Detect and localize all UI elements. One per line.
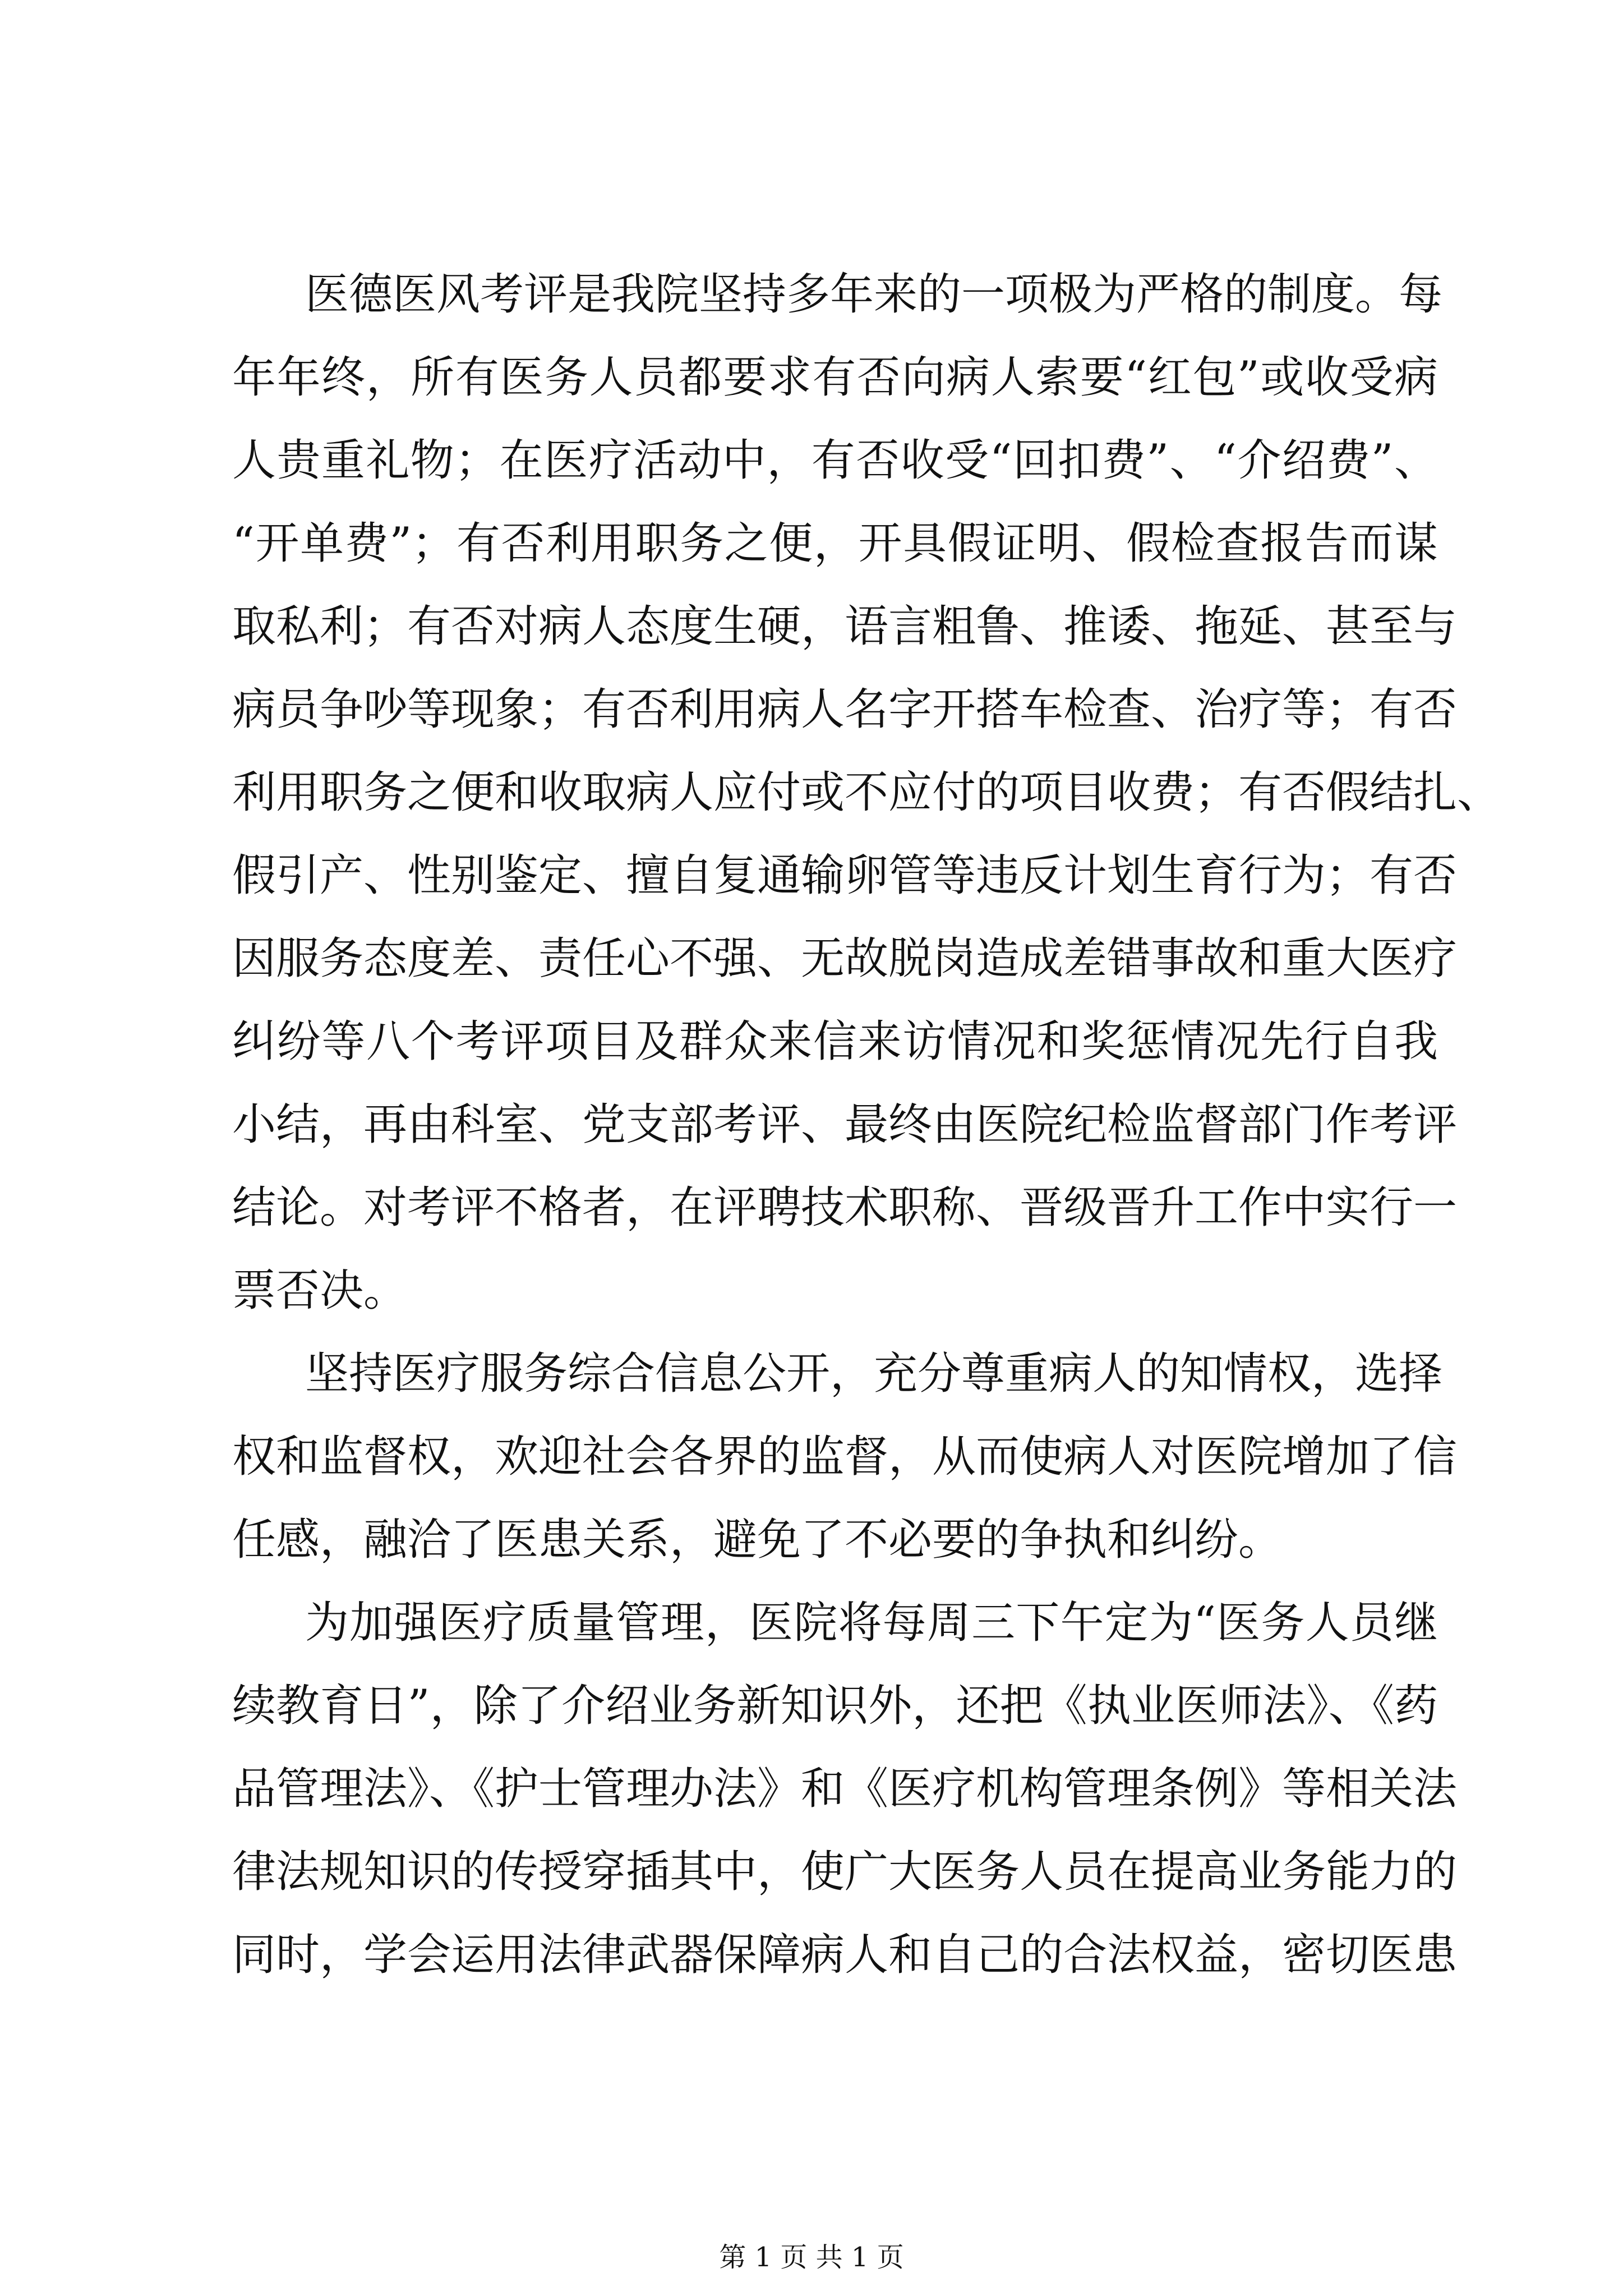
text-line: 任感，融洽了医患关系，避免了不必要的争执和纠纷。 (232, 1515, 1283, 1565)
text-line: 律法规知识的传授穿插其中，使广大医务人员在提高业务能力的 (232, 1847, 1458, 1897)
text-line: 坚持医疗服务综合信息公开，充分尊重病人的知情权，选择 (305, 1349, 1443, 1399)
text-line: 结论。对考评不格者，在评聘技术职称、晋级晋升工作中实行一 (232, 1182, 1458, 1233)
text-line: 假引产、性别鉴定、擅自复通输卵管等违反计划生育行为；有否 (232, 850, 1458, 901)
text-line: 取私利；有否对病人态度生硬，语言粗鲁、推诿、拖延、甚至与 (232, 601, 1458, 652)
text-line: “开单费”；有否利用职务之便，开具假证明、假检查报告而谋 (232, 518, 1438, 569)
text-line: 医德医风考评是我院坚持多年来的一项极为严格的制度。每 (305, 269, 1443, 320)
text-line: 利用职务之便和收取病人应付或不应付的项目收费；有否假结扎、 (232, 767, 1501, 818)
text-line: 续教育日”，除了介绍业务新知识外，还把《执业医师法》、《药 (232, 1681, 1438, 1731)
text-line: 权和监督权，欢迎社会各界的监督，从而使病人对医院增加了信 (232, 1432, 1458, 1482)
text-line: 同时，学会运用法律武器保障病人和自己的合法权益，密切医患 (232, 1930, 1458, 1980)
text-line: 病员争吵等现象；有否利用病人名字开搭车检查、治疗等；有否 (232, 684, 1458, 735)
text-line: 人贵重礼物；在医疗活动中，有否收受“回扣费”、“介绍费”、 (232, 435, 1438, 486)
page-number-footer: 第 1 页 共 1 页 (719, 2242, 904, 2273)
text-line: 为加强医疗质量管理，医院将每周三下午定为“医务人员继 (305, 1598, 1438, 1648)
text-line: 年年终，所有医务人员都要求有否向病人索要“红包”或收受病 (232, 352, 1438, 403)
text-line: 因服务态度差、责任心不强、无故脱岗造成差错事故和重大医疗 (232, 933, 1458, 984)
text-line: 纠纷等八个考评项目及群众来信来访情况和奖惩情况先行自我 (232, 1016, 1438, 1067)
text-line: 小结，再由科室、党支部考评、最终由医院纪检监督部门作考评 (232, 1099, 1458, 1150)
text-line: 品管理法》、《护士管理办法》和《医疗机构管理条例》等相关法 (232, 1764, 1458, 1814)
text-line: 票否决。 (232, 1266, 408, 1316)
